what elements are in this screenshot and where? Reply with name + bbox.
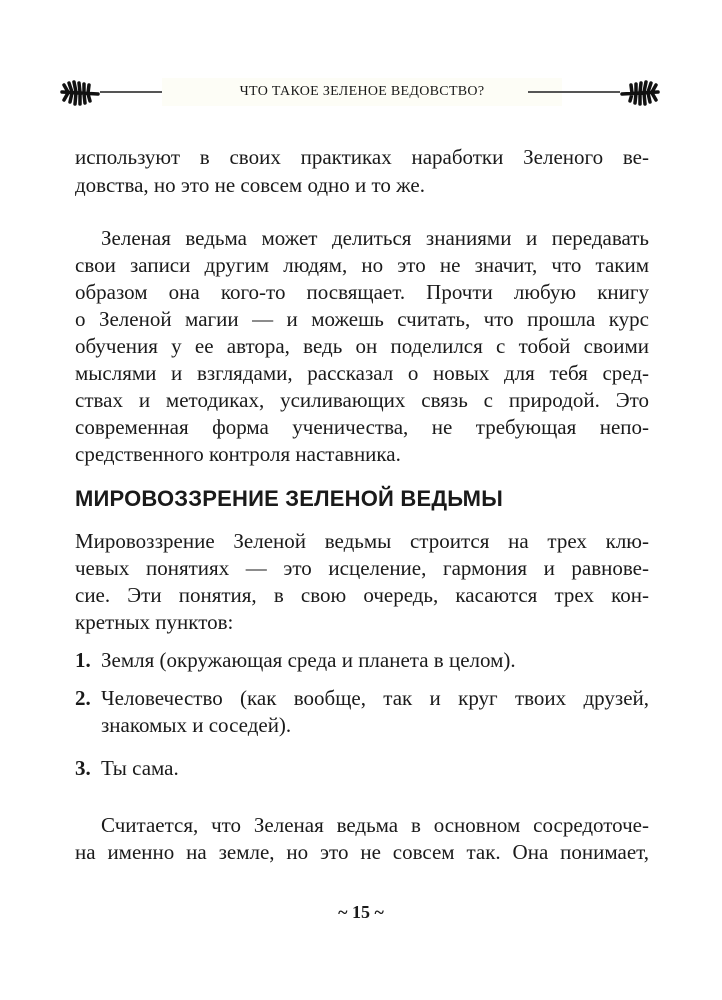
text-line: о Зеленой магии — и можешь считать, что прошла курс (75, 307, 649, 331)
page-number: ~ 15 ~ (338, 902, 384, 922)
text-line: средственного контроля наставника. (75, 442, 401, 466)
text-line: используют в своих практиках наработки Зеленого ве- (75, 145, 649, 169)
list-item-1 (75, 647, 649, 673)
text-line: Зеленая ведьма может делиться знаниями и передавать (101, 226, 649, 250)
text-line: кретных пунктов: (75, 610, 234, 634)
text-line: чевых понятиях — это исцеление, гармония и равнове- (75, 556, 649, 580)
list-number: 1. (75, 648, 91, 672)
list-number: 3. (75, 756, 91, 780)
text-line: Мировоззрение Зеленой ведьмы строится на трех клю- (75, 529, 649, 553)
running-header (0, 78, 722, 106)
text-line: сие. Эти понятия, в свою очередь, касаются трех кон- (75, 583, 649, 607)
header-rule-right (528, 91, 620, 93)
list-text: Человечество (как вообще, так и круг твоих друзей, (101, 686, 649, 710)
list-text: Земля (окружающая среда и планета в целом). (101, 648, 516, 672)
list-item-2 (75, 685, 649, 711)
leaf-ornament-right-icon (620, 79, 662, 107)
list-item-3 (75, 755, 649, 781)
text-line: ствах и методиках, усиливающих связь с природой. Это (75, 388, 649, 412)
text-line: довства, но это не совсем одно и то же. (75, 173, 425, 197)
text-line: современная форма ученичества, не требующая непо- (75, 415, 649, 439)
text-line: мыслями и взглядами, рассказал о новых для тебя сред- (75, 361, 649, 385)
running-title: ЧТО ТАКОЕ ЗЕЛЕНОЕ ВЕДОВСТВО? (162, 78, 562, 106)
text-line: свои записи другим людям, но это не значит, что таким (75, 253, 649, 277)
leaf-ornament-left-icon (58, 79, 100, 107)
section-heading: МИРОВОЗЗРЕНИЕ ЗЕЛЕНОЙ ВЕДЬМЫ (75, 486, 503, 511)
list-number: 2. (75, 686, 91, 710)
text-line: на именно на земле, но это не совсем так. Она понимает, (75, 840, 649, 864)
text-line: образом она кого-то посвящает. Прочти любую книгу (75, 280, 649, 304)
text-line: обучения у ее автора, ведь он поделился с тобой своими (75, 334, 649, 358)
text-line: Считается, что Зеленая ведьма в основном сосредоточе- (101, 813, 649, 837)
list-item-2-cont: знакомых и соседей). (101, 713, 292, 737)
list-text: Ты сама. (101, 756, 179, 780)
